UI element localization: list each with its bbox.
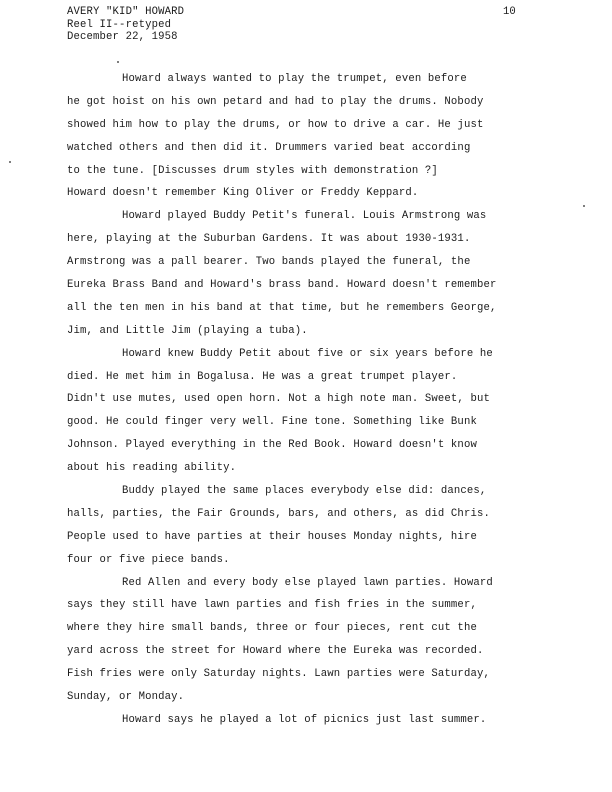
text-line: four or five piece bands. bbox=[67, 553, 230, 566]
text-line: Sunday, or Monday. bbox=[67, 691, 185, 704]
text-line: to the tune. [Discusses drum styles with demonstration ?] bbox=[67, 164, 438, 177]
scan-speck bbox=[583, 205, 585, 207]
text-line: Didn't use mutes, used open horn. Not a high note man. Sweet, but bbox=[67, 393, 490, 406]
text-line: about his reading ability. bbox=[67, 462, 237, 475]
text-line: Howard knew Buddy Petit about five or six years before he bbox=[122, 347, 493, 360]
text-line: he got hoist on his own petard and had to play the drums. Nobody bbox=[67, 95, 484, 108]
text-line: where they hire small bands, three or four pieces, rent cut the bbox=[67, 622, 477, 635]
text-line: yard across the street for Howard where the Eureka was recorded. bbox=[67, 645, 484, 658]
text-line: showed him how to play the drums, or how to drive a car. He just bbox=[67, 118, 484, 131]
header-interviewee: AVERY "KID" HOWARD bbox=[67, 6, 185, 18]
text-line: watched others and then did it. Drummers varied beat according bbox=[67, 141, 471, 154]
text-line: here, playing at the Suburban Gardens. It was about 1930-1931. bbox=[67, 233, 471, 246]
scan-speck bbox=[117, 61, 119, 63]
text-line: good. He could finger very well. Fine tone. Something like Bunk bbox=[67, 416, 477, 429]
text-line: Howard doesn't remember King Oliver or Freddy Keppard. bbox=[67, 187, 419, 200]
header-date: December 22, 1958 bbox=[67, 31, 178, 43]
scan-speck bbox=[9, 161, 11, 163]
text-line: Howard always wanted to play the trumpet, even before bbox=[122, 73, 467, 85]
text-line: Fish fries were only Saturday nights. Lawn parties were Saturday, bbox=[67, 668, 490, 681]
text-line: Buddy played the same places everybody else did: dances, bbox=[122, 485, 487, 498]
text-line: says they still have lawn parties and fish fries in the summer, bbox=[67, 599, 477, 612]
text-line: People used to have parties at their houses Monday nights, hire bbox=[67, 530, 477, 543]
text-line: Howard played Buddy Petit's funeral. Louis Armstrong was bbox=[122, 210, 487, 223]
text-line: Howard says he played a lot of picnics just last summer. bbox=[122, 713, 487, 726]
text-line: halls, parties, the Fair Grounds, bars, and others, as did Chris. bbox=[67, 507, 490, 520]
transcript-body bbox=[67, 73, 507, 737]
text-line: Red Allen and every body else played lawn parties. Howard bbox=[122, 576, 493, 589]
text-line: all the ten men in his band at that time, but he remembers George, bbox=[67, 301, 497, 314]
header-reel: Reel II--retyped bbox=[67, 18, 172, 31]
text-line: Armstrong was a pall bearer. Two bands played the funeral, the bbox=[67, 256, 471, 269]
text-line: Jim, and Little Jim (playing a tuba). bbox=[67, 324, 308, 337]
text-line: died. He met him in Bogalusa. He was a great trumpet player. bbox=[67, 370, 458, 383]
text-line: Eureka Brass Band and Howard's brass band. Howard doesn't remember bbox=[67, 279, 497, 292]
page-number: 10 bbox=[503, 6, 516, 18]
document-header bbox=[67, 6, 184, 44]
text-line: Johnson. Played everything in the Red Book. Howard doesn't know bbox=[67, 439, 477, 452]
